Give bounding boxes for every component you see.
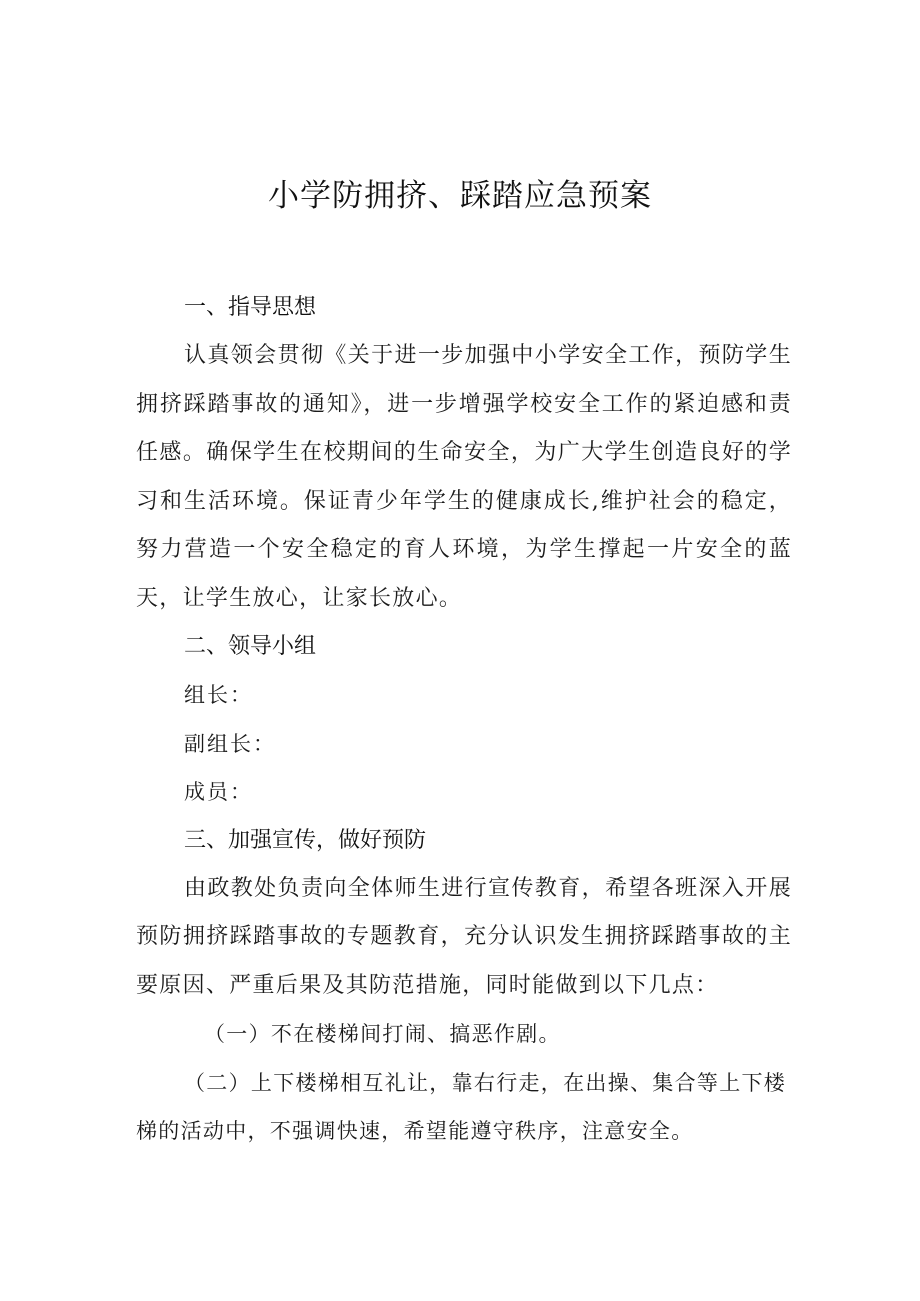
list-item-2: （二）上下楼梯相互礼让，靠右行走，在出操、集合等上下楼梯的活动中，不强调快速，希望能遵守秩序，注意安全。	[136, 1070, 787, 1143]
group-leader-line: 组长：	[184, 683, 253, 707]
group-members-line: 成员：	[184, 780, 253, 804]
section-heading-guiding-ideology: 一、指导思想	[184, 295, 317, 320]
section-heading-leadership-group: 二、领导小组	[184, 634, 317, 659]
list-item-1: （一）不在楼梯间打闹、搞恶作剧。	[204, 1022, 561, 1046]
section-paragraph-guiding-ideology: 认真领会贯彻《关于进一步加强中小学安全工作，预防学生拥挤踩踏事故的通知》，进一步增强学校安全工作的紧迫感和责任感。确保学生在校期间的生命安全，为广大学生创造良好的学习和生活环境。保证青少年学生的健康成长,维护社会的稳定，努力营造一个安全稳定的育人环境，为学生撑起一片安全的蓝天，让学生放心，让家长放心。	[136, 343, 792, 611]
group-deputy-leader-line: 副组长：	[184, 731, 276, 756]
document-body	[136, 284, 792, 1156]
section-paragraph-publicity-prevention: 由政教处负责向全体师生进行宣传教育，希望各班深入开展预防拥挤踩踏事故的专题教育，充分认识发生拥挤踩踏事故的主要原因、严重后果及其防范措施，同时能做到以下几点：	[136, 875, 792, 998]
section-heading-publicity-prevention: 三、加强宣传，做好预防	[184, 827, 427, 853]
document-title: 小学防拥挤、踩踏应急预案	[268, 178, 652, 214]
